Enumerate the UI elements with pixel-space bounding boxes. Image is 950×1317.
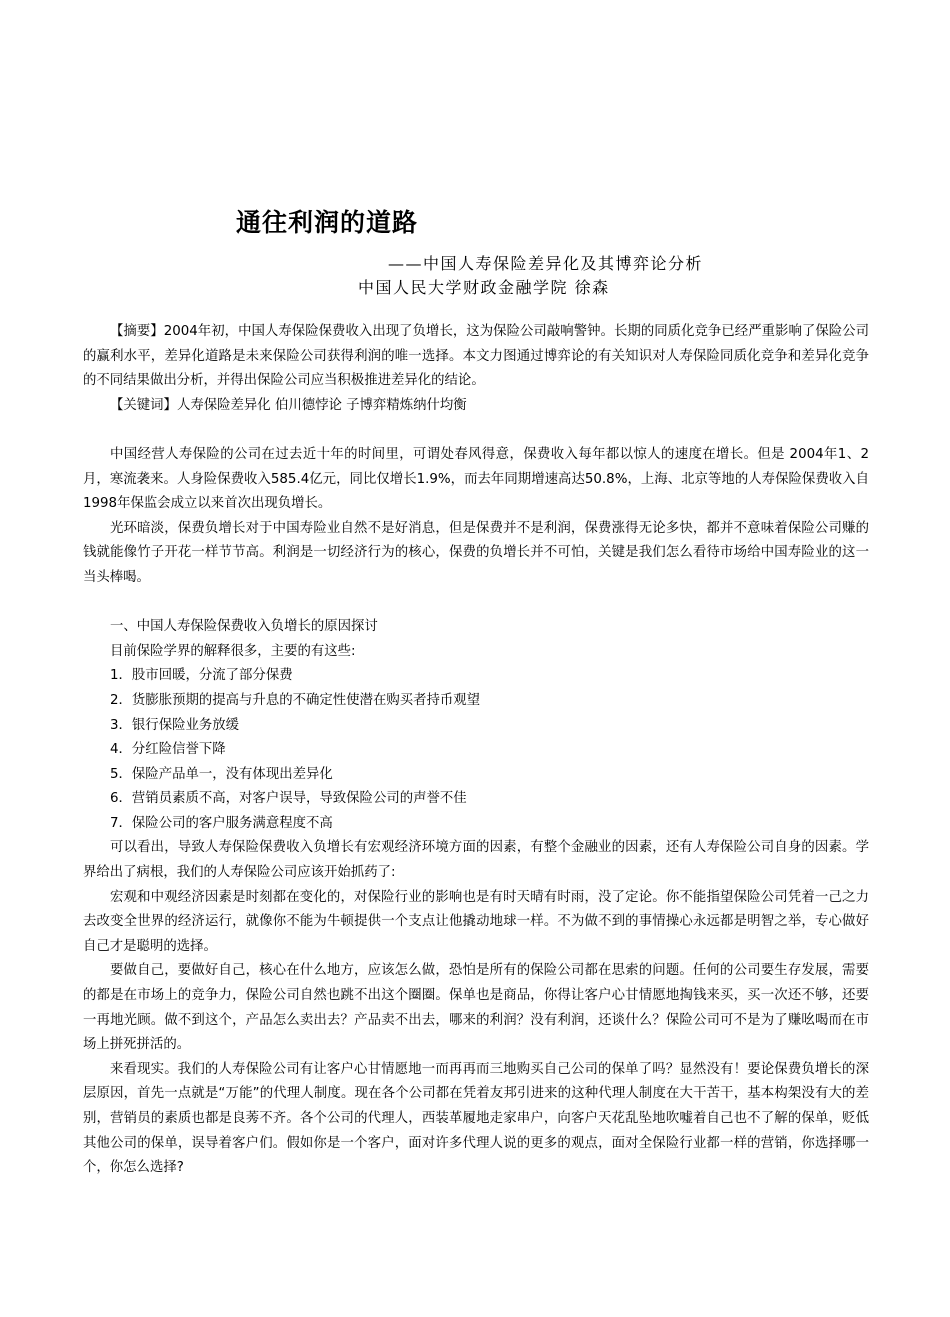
body-paragraph: 宏观和中观经济因素是时刻都在变化的，对保险行业的影响也是有时天晴有时雨，没了定论。你不能指望保险公司凭着一己之力去改变全世界的经济运行，就像你不能为牛顿提供一个支点让他撬动地球一样。不为做不到的事情操心永远都是明智之举，专心做好自己才是聪明的选择。 xyxy=(83,889,869,954)
section-heading: 一、中国人寿保险保费收入负增长的原因探讨 xyxy=(110,619,378,635)
reason-item: 4．分红险信誉下降 xyxy=(110,742,226,758)
reason-item: 5．保险产品单一，没有体现出差异化 xyxy=(110,766,333,782)
reason-item: 3．银行保险业务放缓 xyxy=(110,717,240,733)
keywords: 【关键词】人寿保险差异化 伯川德悖论 子博弈精炼纳什均衡 xyxy=(110,397,467,413)
body-paragraph: 可以看出，导致人寿保险保费收入负增长有宏观经济环境方面的因素，有整个金融业的因素，还有人寿保险公司自身的因素。学界给出了病根，我们的人寿保险公司应该开始抓药了: xyxy=(83,840,869,881)
reason-item: 7．保险公司的客户服务满意程度不高 xyxy=(110,815,333,831)
body-paragraph: 来看现实。我们的人寿保险公司有让客户心甘情愿地一而再再而三地购买自己公司的保单了吗？显然没有！要论保费负增长的深层原因，首先一点就是“万能”的代理人制度。现在各个公司都在凭着友邦引进来的这种代理人制度在大干苦干，基本构架没有大的差别，营销员的素质也都是良莠不齐。各个公司的代理人，西装革履地走家串户，向客户天花乱坠地吹嘘着自己也不了解的保单，贬低其他公司的保单，误导着客户们。假如你是一个客户，面对许多代理人说的更多的观点，面对全保险行业都一样的营销，你选择哪一个，你怎么选择? xyxy=(83,1061,869,1176)
paper-subtitle: ——中国人寿保险差异化及其博弈论分析 xyxy=(388,254,704,273)
paper-title: 通往利润的道路 xyxy=(236,208,419,237)
paper-body xyxy=(83,320,869,1181)
intro-paragraph-2: 光环暗淡，保费负增长对于中国寿险业自然不是好消息，但是保费并不是利润，保费涨得无论多快，都并不意味着保险公司赚的钱就能像竹子开花一样节节高。利润是一切经济行为的核心，保费的负增长并不可怕，关键是我们怎么看待市场给中国寿险业的这一当头棒喝。 xyxy=(83,520,869,585)
spacer xyxy=(83,418,869,443)
reason-item: 2．货膨胀预期的提高与升息的不确定性使潜在购买者持币观望 xyxy=(110,692,481,708)
intro-paragraph-1: 中国经营人寿保险的公司在过去近十年的时间里，可谓处春风得意，保费收入每年都以惊人的速度在增长。但是 2004年1、2月，寒流袭来。人身险保费收入585.4亿元，同比仅增长1.9%，而去年同期增速高达50.8%，上海、北京等地的人寿保险保费收入自1998年保监会成立以来首次出现负增长。 xyxy=(83,446,869,512)
author-affiliation: 中国人民大学财政金融学院 徐森 xyxy=(358,278,610,297)
spacer xyxy=(83,591,869,616)
reason-item: 1．股市回暖，分流了部分保费 xyxy=(110,668,293,684)
body-paragraph: 要做自己，要做好自己，核心在什么地方，应该怎么做，恐怕是所有的保险公司都在思索的问题。任何的公司要生存发展，需要的都是在市场上的竞争力，保险公司自然也跳不出这个圈圈。保单也是商品，你得让客户心甘情愿地掏钱来买，买一次还不够，还要一再地光顾。做不到这个，产品怎么卖出去？产品卖不出去，哪来的利润？没有利润，还谈什么？保险公司可不是为了赚吆喝而在市场上拼死拼活的。 xyxy=(83,963,869,1053)
abstract: 【摘要】2004年初，中国人寿保险保费收入出现了负增长，这为保险公司敲响警钟。长期的同质化竞争已经严重影响了保险公司的赢利水平，差异化道路是未来保险公司获得利润的唯一选择。本文力图通过博弈论的有关知识对人寿保险同质化竞争和差异化竞争的不同结果做出分析，并得出保险公司应当积极推进差异化的结论。 xyxy=(83,324,869,389)
section-lead: 目前保险学界的解释很多，主要的有这些: xyxy=(110,643,356,659)
reason-item: 6．营销员素质不高，对客户误导，导致保险公司的声誉不佳 xyxy=(110,791,467,807)
